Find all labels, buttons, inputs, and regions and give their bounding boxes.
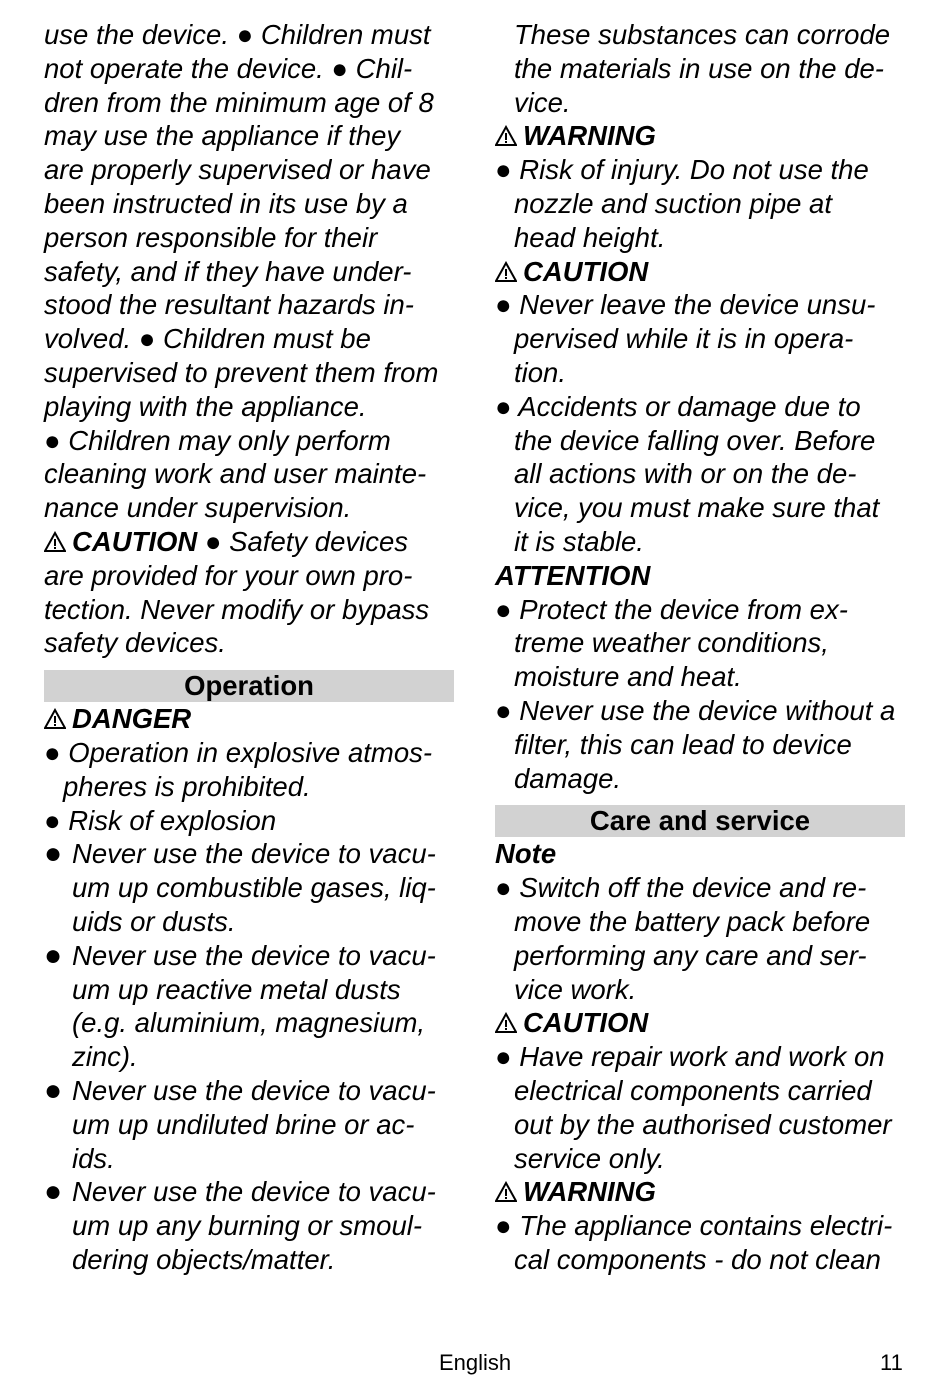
body-line: pheres is prohibited. <box>63 770 311 802</box>
body-line: uids or dusts. <box>72 905 236 937</box>
body-line: the device falling over. Before <box>514 424 876 456</box>
page-number: 11 <box>880 1350 903 1375</box>
body-line: pervised while it is in opera- <box>514 323 854 355</box>
body-line: dren from the minimum age of 8 <box>44 86 434 118</box>
attention-heading: ATTENTION <box>495 559 651 591</box>
body-line: are provided for your own pro- <box>44 559 413 591</box>
body-line: Never use the device to vacu- <box>72 1176 436 1208</box>
right-column <box>495 18 905 1277</box>
body-line: ● Never leave the device unsu- <box>495 289 876 321</box>
body-line: ● Never use the device without a <box>495 694 896 726</box>
bullet-dot-icon: ● <box>44 1175 63 1209</box>
caution-heading <box>495 1006 905 1040</box>
body-line: ● Operation in explosive atmos- <box>44 736 433 768</box>
body-line: treme weather conditions, <box>514 627 829 659</box>
caution-line <box>44 525 454 559</box>
list-item <box>44 939 454 1074</box>
body-line: vice. <box>514 86 571 118</box>
list-item <box>44 837 454 938</box>
footer-language: English <box>439 1350 512 1375</box>
body-line: head height. <box>514 221 666 253</box>
body-line: (e.g. aluminium, magnesium, <box>72 1007 426 1039</box>
danger-heading <box>44 702 454 736</box>
body-line: playing with the appliance. <box>44 390 367 422</box>
body-line: nance under supervision. <box>44 492 352 524</box>
body-line: tection. Never modify or bypass <box>44 593 430 625</box>
body-line: person responsible for their <box>44 221 378 253</box>
body-line: supervised to prevent them from <box>44 356 439 388</box>
body-line: ids. <box>72 1142 115 1174</box>
body-line: stood the resultant hazards in- <box>44 289 414 321</box>
body-line: vice work. <box>514 973 637 1005</box>
warning-triangle-icon <box>495 1177 517 1199</box>
warning-triangle-icon <box>495 121 517 143</box>
body-line: ● Risk of explosion <box>44 804 277 836</box>
caution-text: ● Safety devices <box>204 525 409 557</box>
body-line: vice, you must make sure that <box>514 492 880 524</box>
body-line: move the battery pack before <box>514 905 871 937</box>
section-heading-operation: Operation <box>44 670 454 702</box>
body-line: um up any burning or smoul- <box>72 1210 423 1242</box>
body-line: Never use the device to vacu- <box>72 939 436 971</box>
body-line: use the device. ● Children must <box>44 19 431 50</box>
body-line: not operate the device. ● Chil- <box>44 52 413 84</box>
caution-label: CAUTION <box>523 1007 649 1039</box>
caution-label: CAUTION <box>72 525 198 557</box>
body-line: are properly supervised or have <box>44 154 431 186</box>
body-line: ● Children may only perform <box>44 424 391 456</box>
caution-heading <box>495 255 905 289</box>
warning-triangle-icon <box>495 257 517 279</box>
body-line: all actions with or on the de- <box>514 458 857 490</box>
body-line: been instructed in its use by a <box>44 187 408 219</box>
body-line: um up reactive metal dusts <box>72 973 401 1005</box>
body-line: dering objects/matter. <box>72 1243 336 1275</box>
body-line: volved. ● Children must be <box>44 323 371 355</box>
bullet-dot-icon: ● <box>44 837 63 871</box>
section-heading-care-and-service: Care and service <box>495 805 905 837</box>
body-line: damage. <box>514 762 622 794</box>
body-line: cal components - do not clean <box>514 1243 881 1275</box>
body-line: ● Risk of injury. Do not use the <box>495 154 869 186</box>
list-item <box>44 1175 454 1276</box>
body-line: performing any care and ser- <box>514 939 867 971</box>
body-line: nozzle and suction pipe at <box>514 187 832 219</box>
body-line: ● Have repair work and work on <box>495 1041 885 1073</box>
body-line: Never use the device to vacu- <box>72 838 436 870</box>
body-line: ● Accidents or damage due to <box>495 390 861 422</box>
bullet-dot-icon: ● <box>44 938 63 972</box>
body-line: it is stable. <box>514 525 644 557</box>
danger-label: DANGER <box>72 703 192 735</box>
warning-label: WARNING <box>523 120 656 152</box>
bullet-dot-icon: ● <box>44 1073 63 1107</box>
body-line: safety, and if they have under- <box>44 255 412 287</box>
body-line: safety devices. <box>44 627 226 659</box>
body-line: electrical components carried <box>514 1074 872 1106</box>
body-line: These substances can corrode <box>514 19 891 50</box>
list-item <box>44 1074 454 1175</box>
left-column <box>44 18 454 1277</box>
body-line: um up combustible gases, liq- <box>72 872 436 904</box>
warning-heading <box>495 1175 905 1209</box>
body-line: zinc). <box>72 1041 138 1073</box>
warning-triangle-icon <box>44 704 66 726</box>
body-line: um up undiluted brine or ac- <box>72 1108 415 1140</box>
warning-heading <box>495 119 905 153</box>
note-heading: Note <box>495 838 557 870</box>
body-line: service only. <box>514 1142 665 1174</box>
body-line: moisture and heat. <box>514 661 742 693</box>
warning-triangle-icon <box>44 527 66 549</box>
body-line: ● Switch off the device and re- <box>495 872 867 904</box>
caution-label: CAUTION <box>523 255 649 287</box>
body-line: tion. <box>514 356 566 388</box>
warning-label: WARNING <box>523 1176 656 1208</box>
warning-triangle-icon <box>495 1008 517 1030</box>
body-line: ● The appliance contains electri- <box>495 1210 893 1242</box>
body-line: out by the authorised customer <box>514 1108 892 1140</box>
body-line: filter, this can lead to device <box>514 728 852 760</box>
body-line: may use the appliance if they <box>44 120 401 152</box>
body-line: Never use the device to vacu- <box>72 1074 436 1106</box>
body-line: cleaning work and user mainte- <box>44 458 427 490</box>
body-line: the materials in use on the de- <box>514 52 884 84</box>
body-line: ● Protect the device from ex- <box>495 593 848 625</box>
